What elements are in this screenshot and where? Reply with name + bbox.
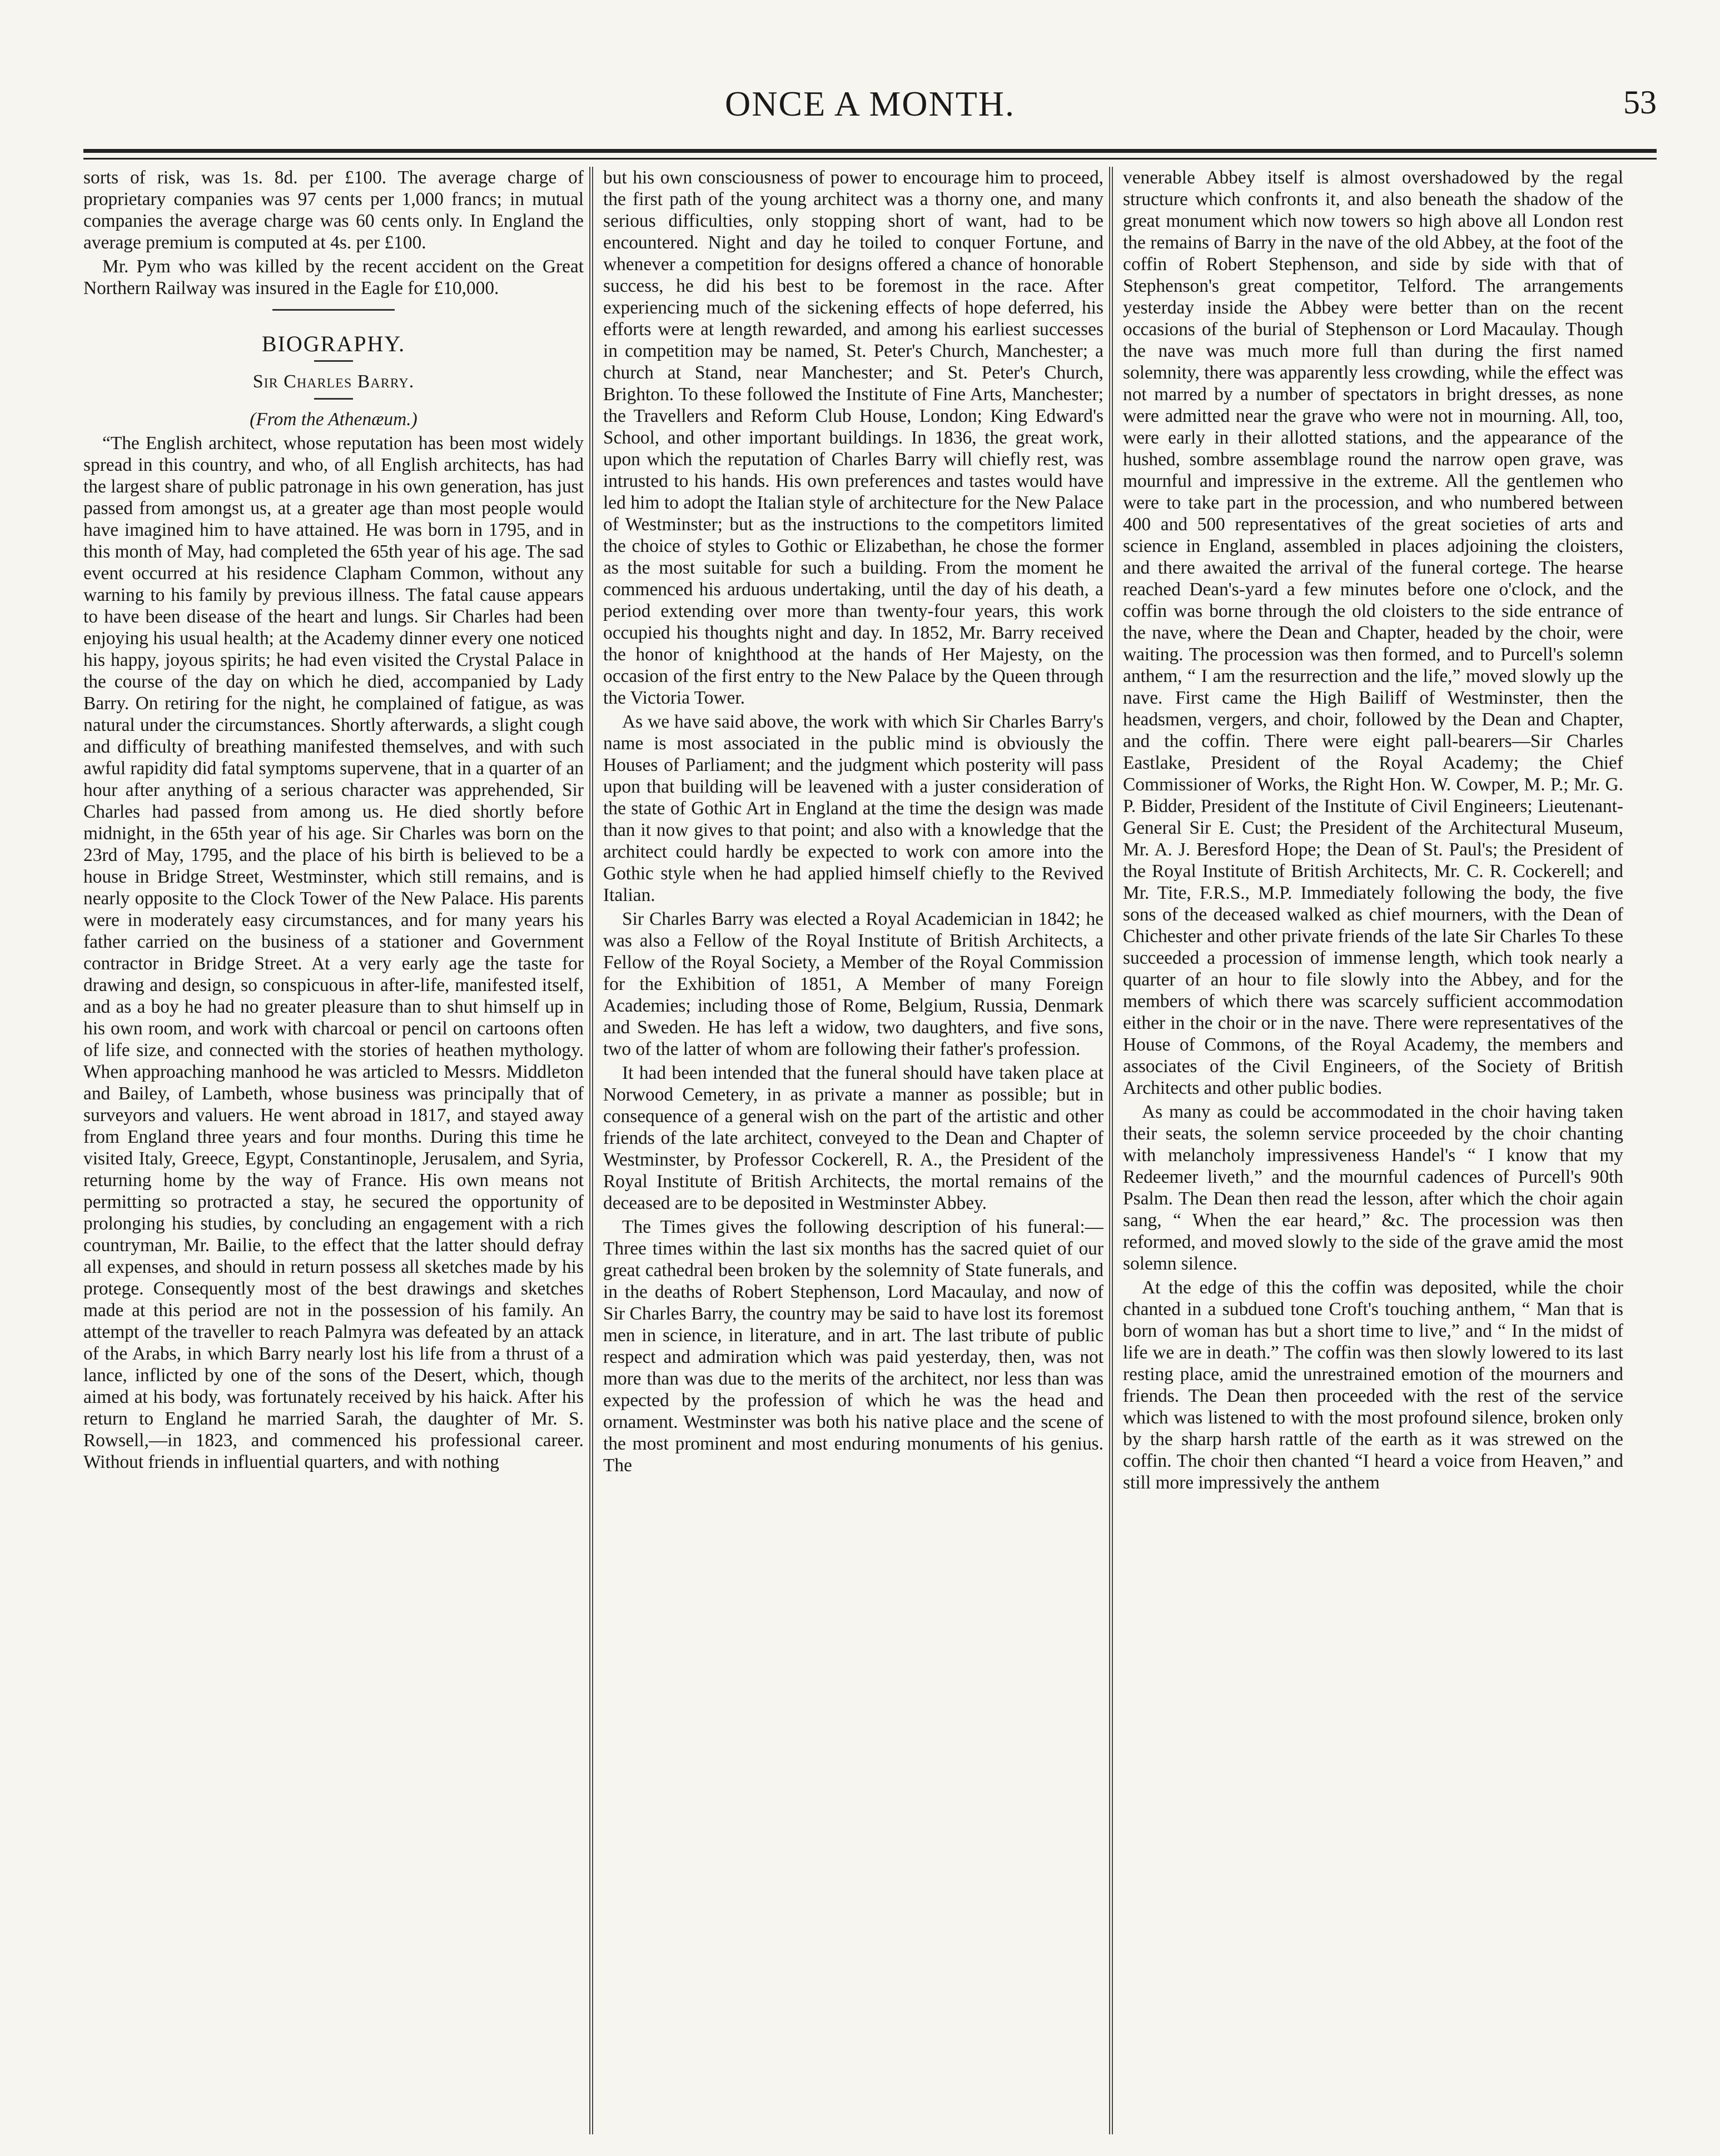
paragraph: venerable Abbey itself is almost overshadowed by the regal structure which confronts it, and also beneath the shadow of the great monument which now towers so high above all London rest the remains of Barry in the nave of the old Abbey, at the foot of the coffin of Robert Stephenson, and side by side with that of Stephenson's great competitor, Telford. The arrangements yesterday inside the Abbey were better than on the recent occasions of the burial of Stephenson or Lord Macaulay. Though the nave was much more full than during the first named solemnity, there was apparently less crowding, while the effect was not marred by a number of spectators in bright dresses, as none were admitted near the grave who were not in mourning. All, too, were early in their allotted stations, and the appearance of the hushed, sombre assemblage round the narrow open grave, was mournful and impressive in the extreme. All the gentlemen who were to take part in the procession, and who numbered between 400 and 500 representatives of the great societies of arts and science in England, assembled in places adjoining the cloisters, and there awaited the arrival of the funeral cortege. The hearse reached Dean's-yard a few minutes before one o'clock, and the coffin was borne through the old cloisters to the side entrance of the nave, where the Dean and Chapter, headed by the choir, were waiting. The procession was then formed, and to Purcell's solemn anthem, “ I am the resurrection and the life,” moved slowly up the nave. First came the High Bailiff of Westminster, then the headsmen, vergers, and choir, followed by the Dean and Chapter, and the coffin. There were eight pall-bearers—Sir Charles Eastlake, President of the Royal Academy; the Chief Commissioner of Works, the Right Hon. W. Cowper, M. P.; Mr. G. P. Bidder, President of the Institute of Civil Engineers; Lieutenant-General Sir E. Cust; the President of the Architectural Museum, Mr. A. J. Beresford Hope; the Dean of St. Paul's; the President of the Royal Institute of British Architects, Mr. C. R. Cockerell; and Mr. Tite, F.R.S., M.P. Immediately following the body, the five sons of the deceased walked as chief mourners, with the Dean of Chichester and other private friends of the late Sir Charles To these succeeded a procession of immense length, which took nearly a quarter of an hour to file slowly into the Abbey, and for the members of which there was scarcely sufficient accommodation either in the choir or in the nave. There were representatives of the House of Commons, of the Royal Academy, the members and associates of the Civil Engineers, of the Society of British Architects and other public bodies. bbox=[1123, 167, 1623, 1098]
section-rule bbox=[272, 309, 395, 311]
paragraph: but his own consciousness of power to encourage him to proceed, the first path of the young architect was a thorny one, and many serious difficulties, only stopping short of want, had to be encountered. Night and day he toiled to conquer Fortune, and whenever a competition for designs offered a chance of honorable success, he did his best to be foremost in the race. After experiencing much of the sickening effects of hope deferred, his efforts were at length rewarded, and among his earliest successes in competition may be named, St. Peter's Church, Manchester; a church at Stand, near Manchester; and St. Peter's Church, Brighton. To these followed the Institute of Fine Arts, Manchester; the Travellers and Reform Club House, London; King Edward's School, and other important buildings. In 1836, the great work, upon which the reputation of Charles Barry will chiefly rest, was intrusted to his hands. His own preferences and tastes would have led him to adopt the Italian style of architecture for the New Palace of Westminster; but as the instructions to the competitors limited the choice of styles to Gothic or Elizabethan, he chose the former as the most suitable for such a building. From the moment he commenced his arduous undertaking, until the day of his death, a period extending over more than twenty-four years, this work occupied his thoughts night and day. In 1852, Mr. Barry received the honor of knighthood at the hands of Her Majesty, on the occasion of the first entry to the New Palace by the Queen through the Victoria Tower. bbox=[603, 167, 1103, 708]
header-rule-thin bbox=[83, 158, 1657, 160]
paragraph: As we have said above, the work with which Sir Charles Barry's name is most associated in the public mind is obviously the Houses of Parliament; and the judgment which posterity will pass upon that building will be leavened with a juster consideration of the state of Gothic Art in England at the time the design was made than it now gives to that point; and also with a knowledge that the architect could hardly be expected to work con amore into the Gothic style when he had applied himself chiefly to the Revived Italian. bbox=[603, 711, 1103, 905]
section-heading: BIOGRAPHY. bbox=[261, 331, 406, 356]
column-2 bbox=[603, 167, 1103, 2134]
running-title: ONCE A MONTH. bbox=[724, 84, 1016, 123]
paragraph: At the edge of this the coffin was deposited, while the choir chanted in a subdued tone Croft's touching anthem, “ Man that is born of woman has but a short time to live,” and “ In the midst of life we are in death.” The coffin was then slowly lowered to its last resting place, amid the unrestrained emotion of the mourners and friends. The Dean then proceeded with the rest of the service which was listened to with the most profound silence, broken only by the sharp harsh rattle of the earth as it was strewed on the coffin. The choir then chanted “I heard a voice from Heaven,” and still more impressively the anthem bbox=[1123, 1277, 1623, 1493]
column-divider bbox=[589, 167, 593, 2134]
column-divider bbox=[1109, 167, 1113, 2134]
paragraph: As many as could be accommodated in the choir having taken their seats, the solemn service proceeded by the choir chanting with melancholy impressiveness Handel's “ I know that my Redeemer liveth,” and the mournful cadences of Purcell's 90th Psalm. The Dean then read the lesson, after which the choir again sang, “ When the ear heard,” &c. The procession was then reformed, and moved slowly to the side of the grave amid the most solemn silence. bbox=[1123, 1102, 1623, 1274]
paragraph: The Times gives the following description of his funeral:—Three times within the last six months has the sacred quiet of our great cathedral been broken by the solemnity of State funerals, and in the deaths of Robert Stephenson, Lord Macaulay, and now of Sir Charles Barry, the country may be said to have lost its foremost men in science, in literature, and in art. The last tribute of public respect and admiration which was paid yesterday, then, was not more than was due to the merits of the architect, nor less than was expected by the profession of which he was the head and ornament. Westminster was both his native place and the scene of the most prominent and most enduring monuments of his genius. The bbox=[603, 1217, 1103, 1476]
heading-rule bbox=[314, 360, 353, 362]
page-number: 53 bbox=[1623, 84, 1657, 121]
header-rule-thick bbox=[83, 149, 1657, 153]
paragraph: “The English architect, whose reputation has been most widely spread in this country, and who, of all English architects, has had the largest share of public patronage in his own generation, has just passed from amongst us, at a greater age than most people would have imagined him to have attained. He was born in 1795, and in this month of May, had completed the 65th year of his age. The sad event occurred at his residence Clapham Common, without any warning to his family by previous illness. The fatal cause appears to have been disease of the heart and lungs. Sir Charles had been enjoying his usual health; at the Academy dinner every one noticed his happy, joyous spirits; he had even visited the Crystal Palace in the course of the day on which he died, accompanied by Lady Barry. On retiring for the night, he complained of fatigue, as was natural under the circumstances. Shortly afterwards, a slight cough and difficulty of breathing manifested themselves, and with such awful rapidity did fatal symptoms supervene, that in a quarter of an hour after anything of a serious character was apprehended, Sir Charles had passed from among us. He died shortly before midnight, in the 65th year of his age. Sir Charles was born on the 23rd of May, 1795, and the place of his birth is believed to be a house in Bridge Street, Westminster, which still remains, and is nearly opposite to the Clock Tower of the New Palace. His parents were in moderately easy circumstances, and for many years his father carried on the business of a stationer and Government contractor in Bridge Street. At a very early age the taste for drawing and design, so conspicuous in after-life, manifested itself, and as a boy he had no greater pleasure than to shut himself up in his own room, and work with charcoal or pencil on cartoons often of life size, and connected with the stories of heathen mythology. When approaching manhood he was articled to Messrs. Middleton and Bailey, of Lambeth, whose business was principally that of surveyors and valuers. He went abroad in 1817, and stayed away from England three years and four months. During this time he visited Italy, Greece, Egypt, Constantinople, Jerusalem, and Syria, returning home by the way of France. His own means not permitting so protracted a stay, he secured the opportunity of prolonging his studies, by concluding an engagement with a rich countryman, Mr. Bailie, to the effect that the latter should defray all expenses, and should in return possess all sketches made by his protege. Consequently most of the best drawings and sketches made at this period are not in the possession of his family. An attempt of the traveller to reach Palmyra was defeated by an attack of the Arabs, in which Barry nearly lost his life from a thrust of a lance, inflicted by one of the sons of the Desert, which, though aimed at his body, was fortunately received by his haick. After his return to England he married Sarah, the daughter of Mr. S. Rowsell,—in 1823, and commenced his professional career. Without friends in influential quarters, and with nothing bbox=[83, 433, 584, 1472]
source-credit: (From the Athenæum.) bbox=[250, 409, 417, 430]
paragraph: It had been intended that the funeral should have taken place at Norwood Cemetery, in as private a manner as possible; but in consequence of a general wish on the part of the artistic and other friends of the late architect, conveyed to the Dean and Chapter of Westminster, by Professor Cockerell, R. A., the President of the Royal Institute of British Architects, the mortal remains of the deceased are to be deposited in Westminster Abbey. bbox=[603, 1063, 1103, 1213]
article-subheading: Sir Charles Barry. bbox=[252, 371, 415, 392]
column-1 bbox=[83, 167, 584, 2134]
page-header bbox=[83, 83, 1657, 133]
heading-rule bbox=[314, 398, 353, 400]
paragraph: sorts of risk, was 1s. 8d. per £100. The average charge of proprietary companies was 97 cents per 1,000 francs; in mutual companies the average charge was 60 cents only. In England the average premium is computed at 4s. per £100. bbox=[83, 167, 584, 253]
column-3 bbox=[1123, 167, 1623, 2134]
paragraph: Mr. Pym who was killed by the recent accident on the Great Northern Railway was insured in the Eagle for £10,000. bbox=[83, 256, 584, 298]
paragraph: Sir Charles Barry was elected a Royal Academician in 1842; he was also a Fellow of the Royal Institute of British Architects, a Fellow of the Royal Society, a Member of the Royal Commission for the Exhibition of 1851, A Member of many Foreign Academies; including those of Rome, Belgium, Russia, Denmark and Sweden. He has left a widow, two daughters, and five sons, two of the latter of whom are following their father's profession. bbox=[603, 909, 1103, 1059]
